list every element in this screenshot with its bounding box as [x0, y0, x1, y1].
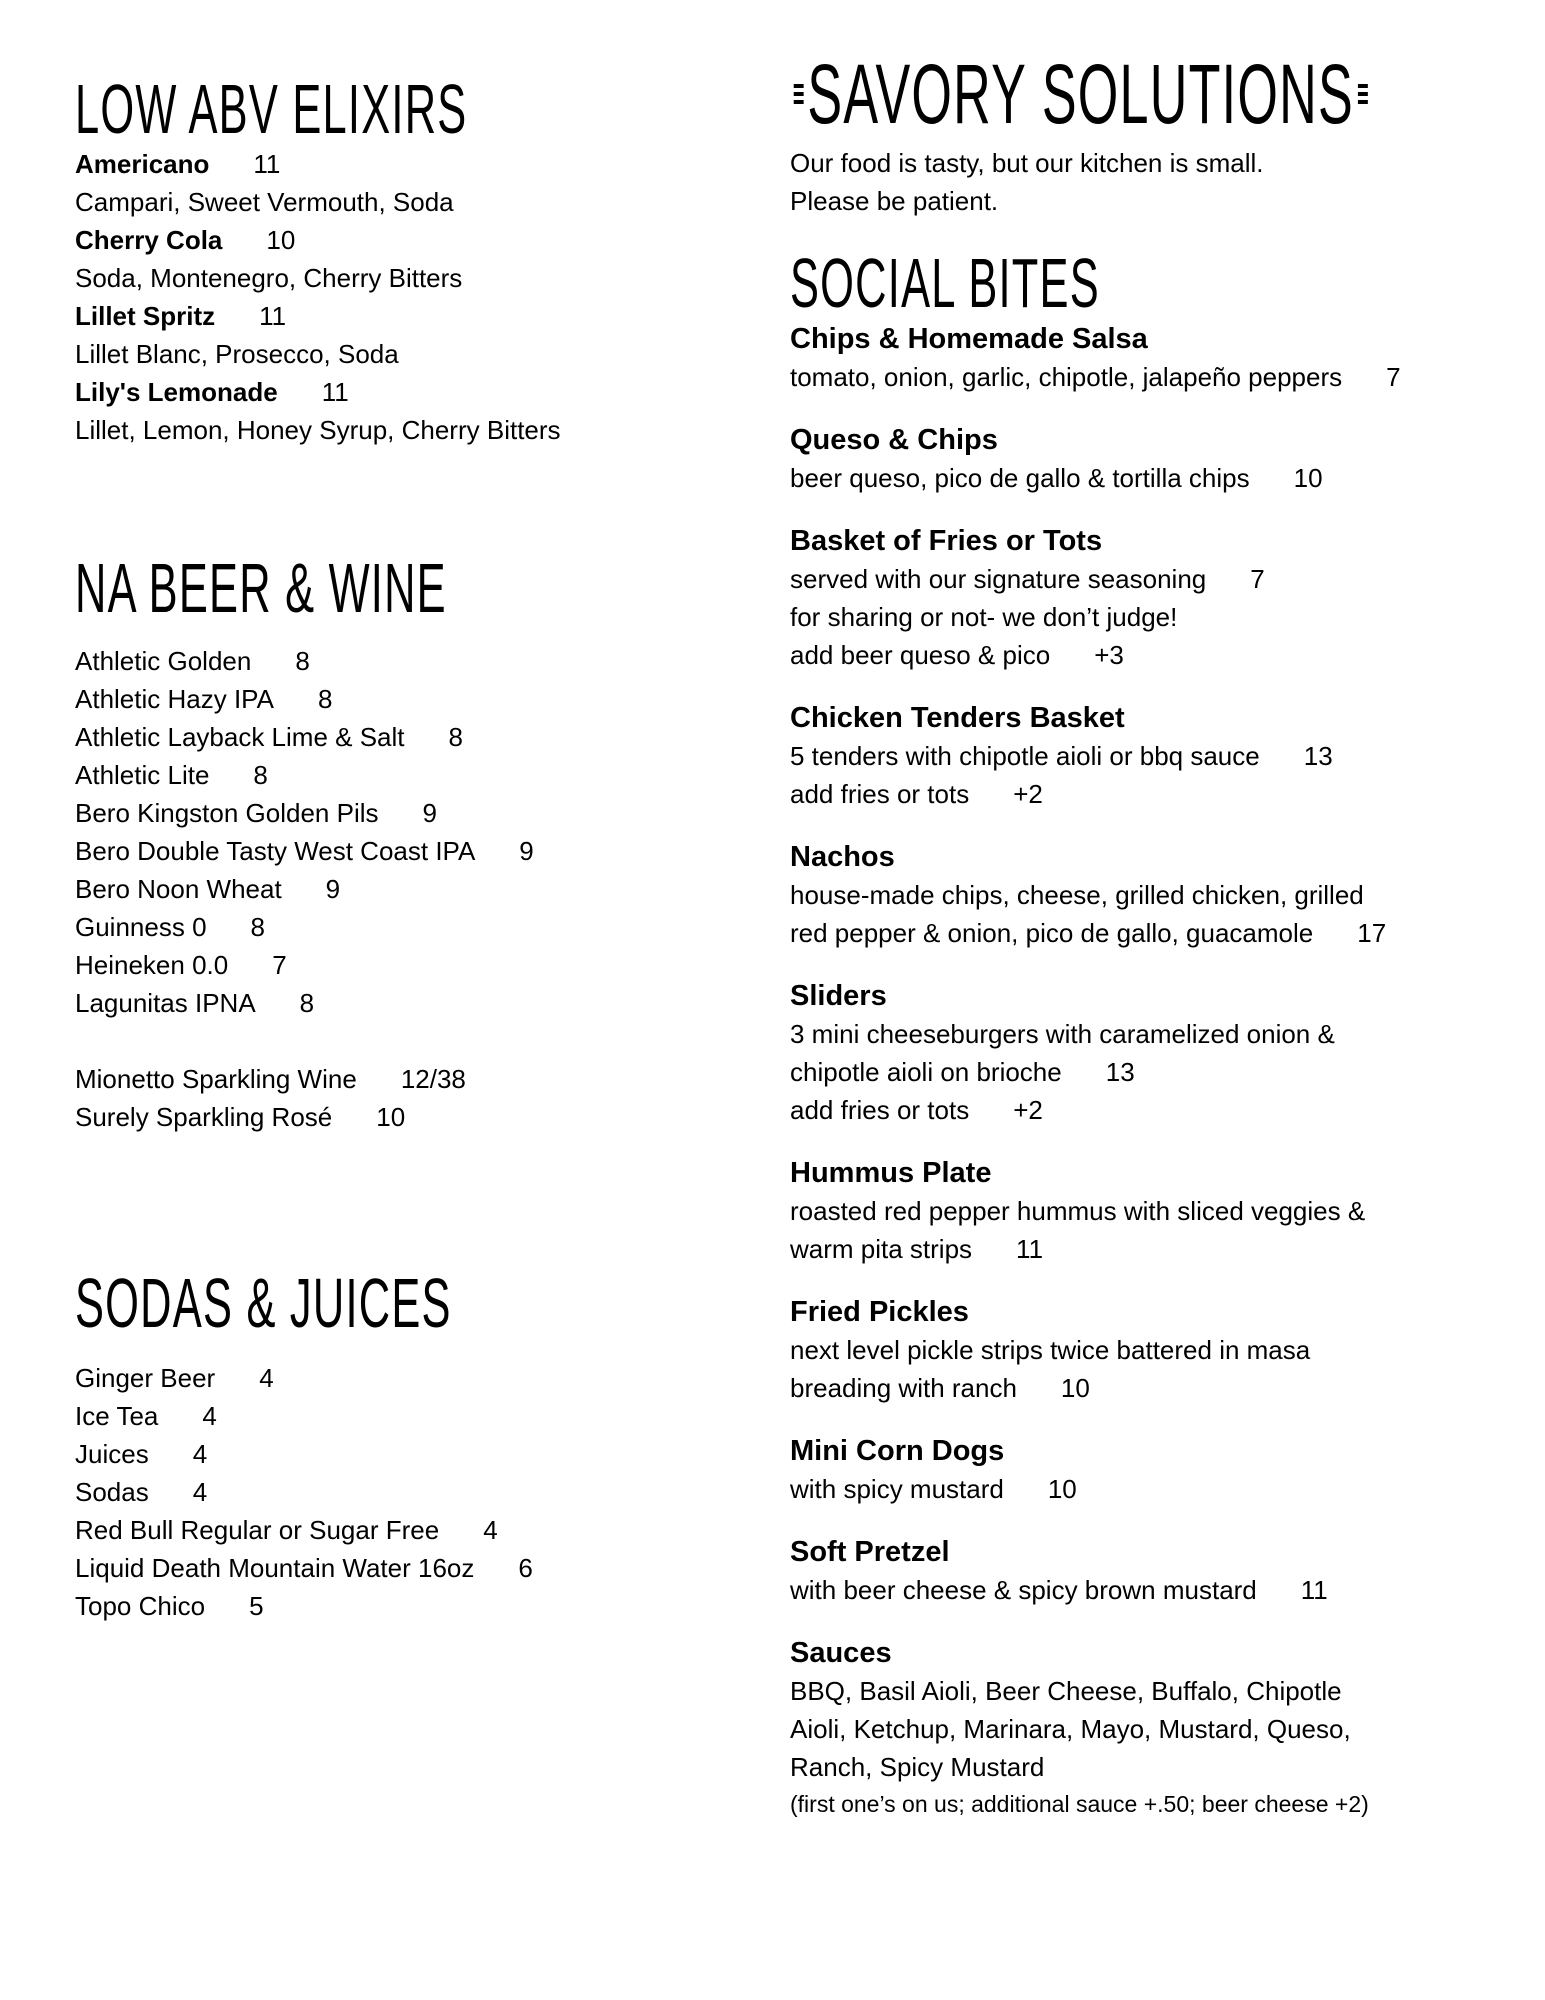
item-line — [790, 876, 1401, 914]
item-line — [790, 1331, 1401, 1369]
menu-item — [75, 297, 561, 335]
menu-item — [790, 977, 1401, 1129]
list-item — [75, 642, 534, 680]
list-item — [75, 984, 534, 1022]
item-title: Chips & Homemade Salsa — [790, 323, 1148, 355]
item-price: 11 — [321, 377, 349, 407]
item-name: Lily's Lemonade — [75, 377, 278, 407]
item-line — [790, 1091, 1401, 1129]
list-item — [75, 870, 534, 908]
menu-item — [75, 145, 561, 183]
item-price: 8 — [253, 760, 268, 790]
item-price: 11 — [259, 301, 287, 331]
sauces-item — [790, 1634, 1401, 1822]
item-desc: breading with ranch — [790, 1373, 1017, 1403]
item-title: Queso & Chips — [790, 424, 998, 456]
item-desc: tomato, onion, garlic, chipotle, jalapeño peppers — [790, 362, 1343, 392]
item-price: 8 — [317, 684, 333, 714]
item-price: +2 — [1013, 1095, 1043, 1125]
sauce-line: BBQ, Basil Aioli, Beer Cheese, Buffalo, Chipotle — [790, 1676, 1342, 1706]
item-desc: with spicy mustard — [790, 1474, 1004, 1504]
menu-item — [790, 1154, 1401, 1268]
list-item — [75, 946, 534, 984]
item-price: 4 — [202, 1401, 217, 1431]
item-name: Surely Sparkling Rosé — [75, 1102, 333, 1132]
item-price: 10 — [1047, 1474, 1077, 1504]
item-price: 13 — [1303, 741, 1333, 771]
list-item — [75, 1473, 533, 1511]
item-price: +3 — [1094, 640, 1124, 670]
item-title: Mini Corn Dogs — [790, 1435, 1005, 1467]
item-price: 4 — [259, 1363, 274, 1393]
item-desc: warm pita strips — [790, 1234, 973, 1264]
item-line — [790, 914, 1401, 952]
item-price: 10 — [1293, 463, 1323, 493]
item-name: Red Bull Regular or Sugar Free — [75, 1515, 440, 1545]
list-item — [75, 1587, 533, 1625]
item-name: Liquid Death Mountain Water 16oz — [75, 1553, 475, 1583]
sodas-heading: SODAS & JUICES — [75, 1264, 452, 1342]
note-line: Please be patient. — [790, 186, 999, 216]
item-price: 10 — [376, 1102, 406, 1132]
item-name: Athletic Lite — [75, 760, 210, 790]
item-price: 13 — [1105, 1057, 1135, 1087]
item-desc: add fries or tots — [790, 1095, 970, 1125]
item-desc: chipotle aioli on brioche — [790, 1057, 1062, 1087]
item-price: 8 — [250, 912, 265, 942]
item-price: 9 — [422, 798, 437, 828]
item-price: 8 — [448, 722, 463, 752]
item-price: 11 — [1300, 1575, 1328, 1605]
item-line — [790, 598, 1401, 636]
menu-item — [790, 1432, 1401, 1508]
item-title: Sauces — [790, 1637, 892, 1669]
item-desc: add fries or tots — [790, 779, 970, 809]
item-desc: red pepper & onion, pico de gallo, guacamole — [790, 918, 1314, 948]
list-item — [75, 1549, 533, 1587]
item-title: Hummus Plate — [790, 1157, 992, 1189]
item-line — [790, 1369, 1401, 1407]
item-line — [790, 1192, 1401, 1230]
list-item — [75, 680, 534, 718]
item-line — [790, 1015, 1401, 1053]
list-item — [75, 908, 534, 946]
item-price: 9 — [519, 836, 534, 866]
menu-item — [790, 421, 1401, 497]
low-abv-heading: LOW ABV ELIXIRS — [75, 70, 468, 148]
item-line — [790, 775, 1401, 813]
item-price: 7 — [1386, 362, 1401, 392]
item-title: Nachos — [790, 841, 895, 873]
item-description: Soda, Montenegro, Cherry Bitters — [75, 263, 463, 293]
item-desc: for sharing or not- we don’t judge! — [790, 602, 1178, 632]
menu-item — [75, 221, 561, 259]
list-item — [75, 1511, 533, 1549]
item-name: Bero Kingston Golden Pils — [75, 798, 379, 828]
item-price: 4 — [483, 1515, 498, 1545]
list-item — [75, 794, 534, 832]
social-list — [790, 320, 1401, 1847]
item-price: 10 — [1060, 1373, 1090, 1403]
item-desc: roasted red pepper hummus with sliced veggies & — [790, 1196, 1366, 1226]
item-line — [790, 1571, 1401, 1609]
list-item — [75, 832, 534, 870]
low-abv-list — [75, 145, 561, 449]
list-item — [75, 1435, 533, 1473]
item-name: Lagunitas IPNA — [75, 988, 256, 1018]
triple-line-icon — [1358, 80, 1368, 108]
item-line — [790, 636, 1401, 674]
item-line — [790, 1053, 1401, 1091]
item-line — [790, 560, 1401, 598]
item-line — [790, 1470, 1401, 1508]
sauce-line: Ranch, Spicy Mustard — [790, 1752, 1045, 1782]
sauce-line: Aioli, Ketchup, Marinara, Mayo, Mustard, Queso, — [790, 1714, 1351, 1744]
list-item — [75, 1098, 534, 1136]
item-name: Bero Double Tasty West Coast IPA — [75, 836, 476, 866]
menu-item — [790, 699, 1401, 813]
item-desc: served with our signature seasoning — [790, 564, 1207, 594]
item-name: Sodas — [75, 1477, 149, 1507]
item-price: 11 — [1016, 1234, 1044, 1264]
item-name: Americano — [75, 149, 210, 179]
item-price: 7 — [1250, 564, 1265, 594]
list-item — [75, 756, 534, 794]
item-price: 10 — [266, 225, 296, 255]
item-description: Lillet Blanc, Prosecco, Soda — [75, 339, 399, 369]
item-name: Mionetto Sparkling Wine — [75, 1064, 357, 1094]
item-title: Sliders — [790, 980, 887, 1012]
social-heading: SOCIAL BITES — [790, 244, 1100, 322]
item-name: Athletic Golden — [75, 646, 252, 676]
item-price: 12/38 — [400, 1064, 466, 1094]
item-line — [790, 358, 1401, 396]
item-title: Fried Pickles — [790, 1296, 969, 1328]
menu-item — [790, 1533, 1401, 1609]
list-item — [75, 1060, 534, 1098]
item-price: 4 — [192, 1477, 208, 1507]
item-price: 8 — [299, 988, 315, 1018]
na-beer-heading: NA BEER & WINE — [75, 549, 447, 627]
item-price: 4 — [192, 1439, 208, 1469]
item-title: Chicken Tenders Basket — [790, 702, 1125, 734]
item-name: Athletic Layback Lime & Salt — [75, 722, 405, 752]
item-price: 7 — [272, 950, 287, 980]
savory-heading — [790, 47, 1371, 141]
list-item — [75, 718, 534, 756]
sodas-list — [75, 1359, 533, 1625]
item-price: +2 — [1013, 779, 1043, 809]
item-name: Heineken 0.0 — [75, 950, 229, 980]
item-price: 11 — [253, 149, 281, 179]
item-desc: 3 mini cheeseburgers with caramelized onion & — [790, 1019, 1335, 1049]
menu-item — [75, 373, 561, 411]
item-description: Lillet, Lemon, Honey Syrup, Cherry Bitters — [75, 415, 561, 445]
item-price: 8 — [295, 646, 310, 676]
item-title: Soft Pretzel — [790, 1536, 950, 1568]
na-beer-list — [75, 642, 534, 1136]
item-line — [790, 737, 1401, 775]
item-price: 9 — [325, 874, 341, 904]
item-desc: beer queso, pico de gallo & tortilla chips — [790, 463, 1250, 493]
menu-item — [790, 320, 1401, 396]
triple-line-icon — [794, 80, 804, 108]
item-price: 6 — [518, 1553, 533, 1583]
item-desc: house-made chips, cheese, grilled chicken, grilled — [790, 880, 1364, 910]
list-item — [75, 1397, 533, 1435]
item-desc: 5 tenders with chipotle aioli or bbq sauce — [790, 741, 1260, 771]
item-name: Cherry Cola — [75, 225, 223, 255]
item-name: Topo Chico — [75, 1591, 206, 1621]
item-desc: with beer cheese & spicy brown mustard — [790, 1575, 1257, 1605]
item-name: Athletic Hazy IPA — [75, 684, 274, 714]
item-name: Juices — [75, 1439, 149, 1469]
list-item — [75, 1359, 533, 1397]
item-price: 17 — [1357, 918, 1387, 948]
menu-item — [790, 522, 1401, 674]
item-line — [790, 1230, 1401, 1268]
item-desc: add beer queso & pico — [790, 640, 1051, 670]
item-name: Ginger Beer — [75, 1363, 216, 1393]
savory-heading-text: SAVORY SOLUTIONS — [807, 47, 1354, 141]
note-line: Our food is tasty, but our kitchen is small. — [790, 148, 1264, 178]
sauce-footnote: (first one’s on us; additional sauce +.50; beer cheese +2) — [790, 1791, 1369, 1817]
item-name: Bero Noon Wheat — [75, 874, 282, 904]
savory-note — [790, 144, 1263, 220]
item-name: Guinness 0 — [75, 912, 207, 942]
item-title: Basket of Fries or Tots — [790, 525, 1103, 557]
item-name: Ice Tea — [75, 1401, 159, 1431]
item-line — [790, 459, 1401, 497]
menu-item — [790, 1293, 1401, 1407]
item-name: Lillet Spritz — [75, 301, 216, 331]
item-desc: next level pickle strips twice battered in masa — [790, 1335, 1311, 1365]
item-price: 5 — [249, 1591, 264, 1621]
menu-item — [790, 838, 1401, 952]
item-description: Campari, Sweet Vermouth, Soda — [75, 187, 454, 217]
